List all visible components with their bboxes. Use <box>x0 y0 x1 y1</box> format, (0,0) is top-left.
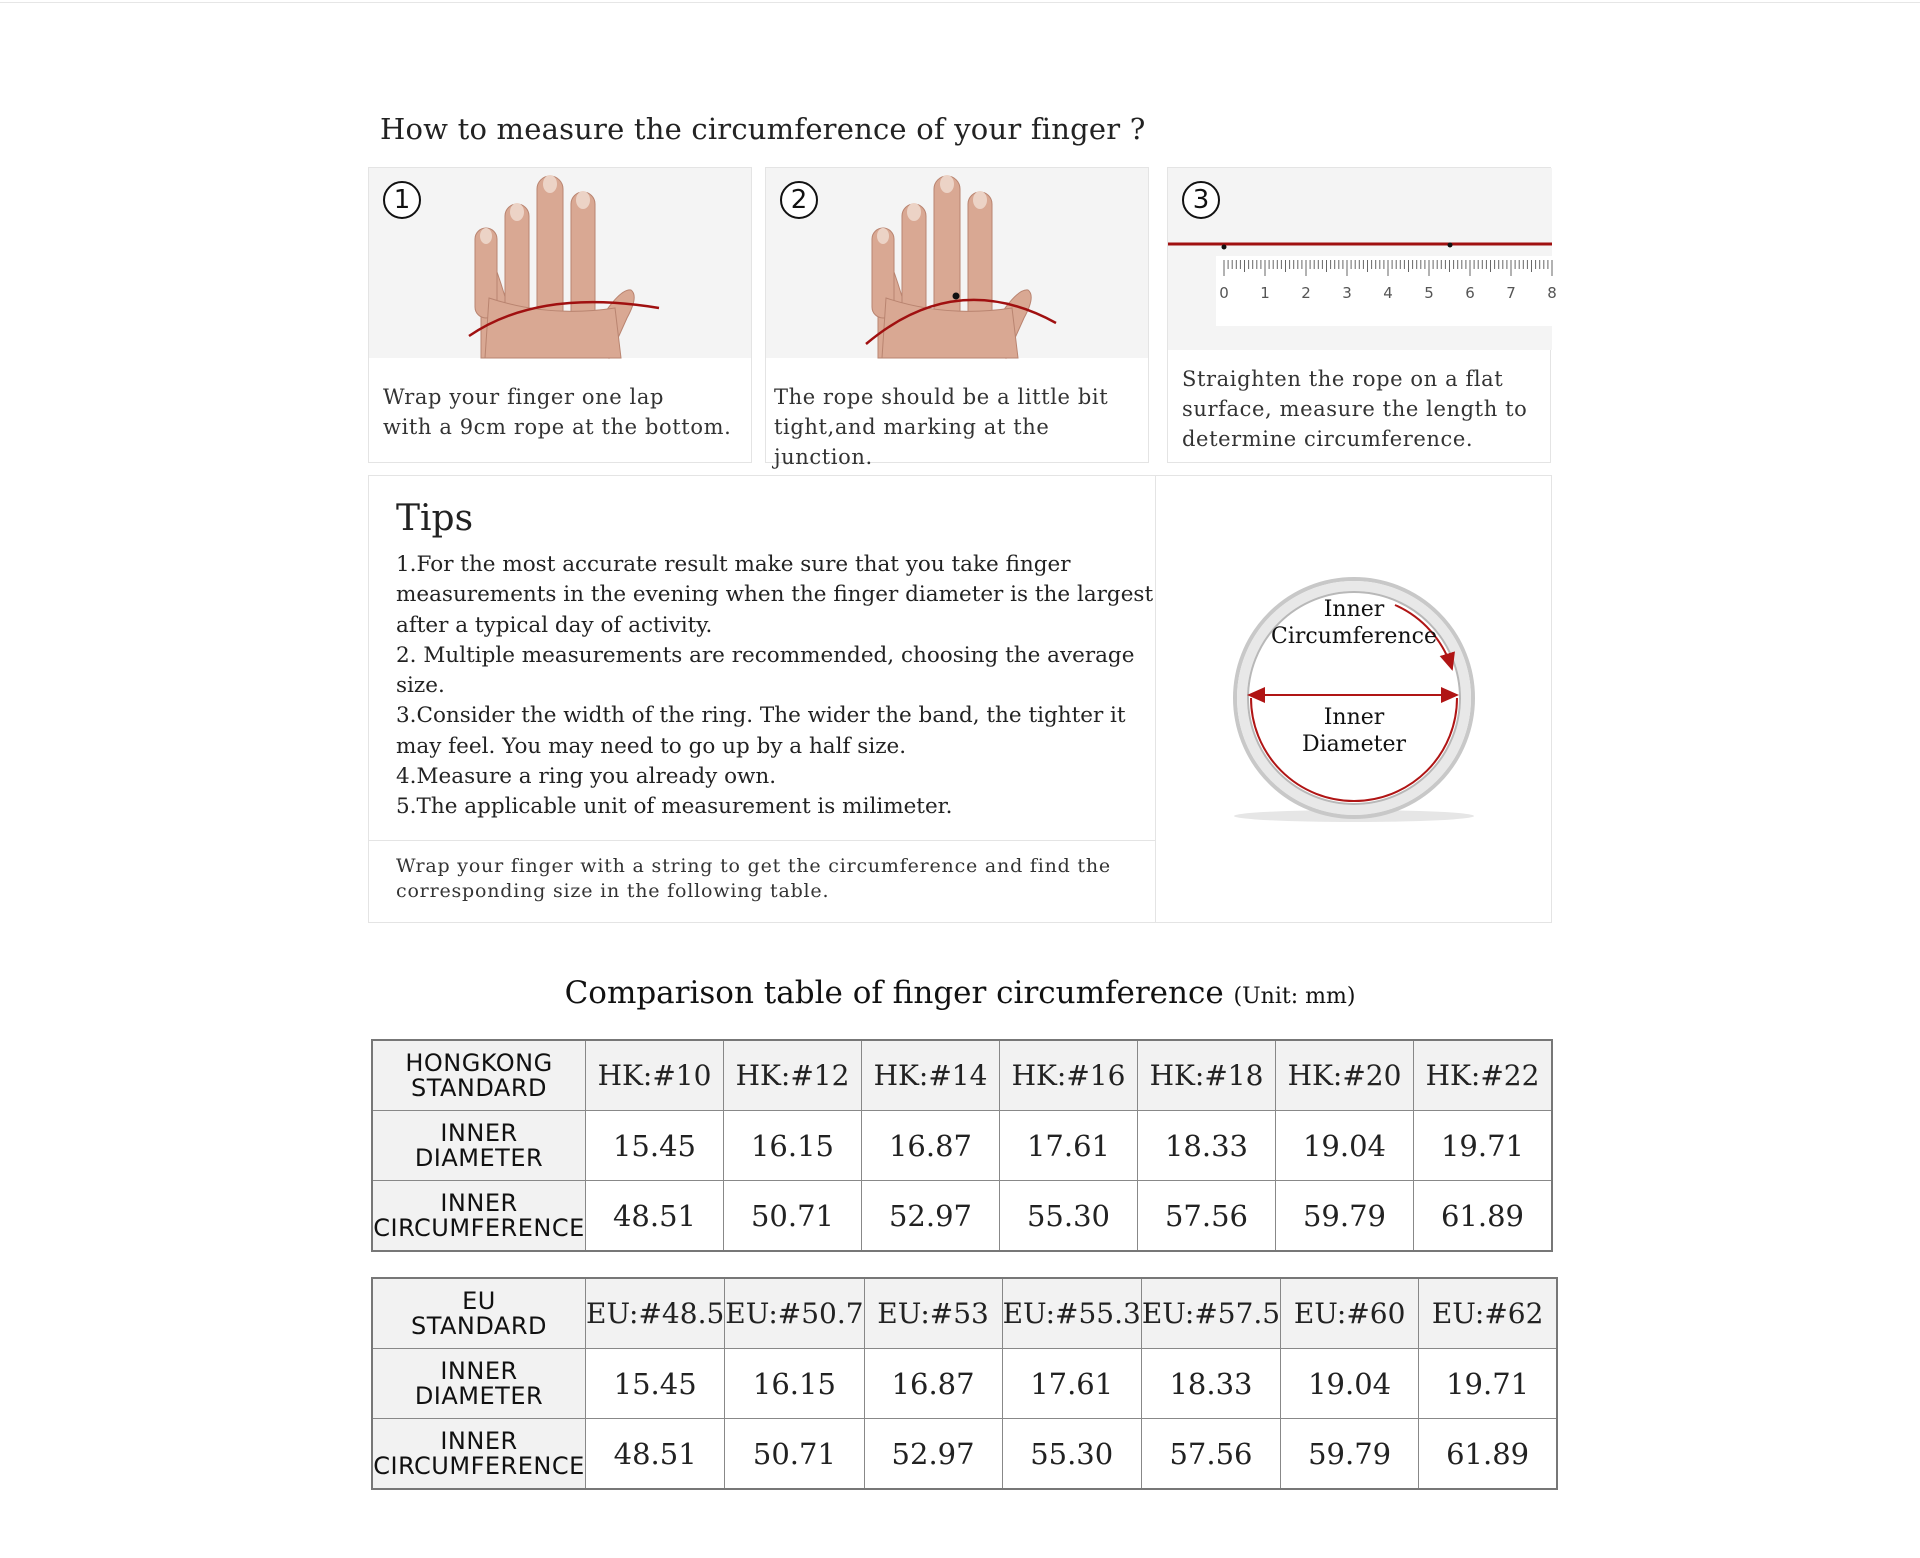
step-card-1 <box>368 167 752 463</box>
diameter-cell: 19.71 <box>1414 1111 1553 1181</box>
tip-line: size. <box>396 673 445 699</box>
diameter-cell: 17.61 <box>1000 1111 1138 1181</box>
top-divider <box>0 2 1920 3</box>
step-card-2 <box>765 167 1149 469</box>
circumference-cell: 61.89 <box>1414 1181 1553 1252</box>
diameter-cell: 18.33 <box>1138 1111 1276 1181</box>
hand-icon <box>766 168 1150 358</box>
step-text-1: Wrap your finger one lap with a 9cm rope at the bottom. <box>383 385 732 439</box>
circumference-cell: 55.30 <box>1002 1419 1141 1490</box>
step-number-2: 2 <box>780 181 818 219</box>
size-cell: HK:#20 <box>1276 1040 1414 1111</box>
tip-line: 2. Multiple measurements are recommended, choosing the average <box>396 642 1135 668</box>
table-row <box>372 1181 1552 1252</box>
inner-circumference-label: Inner Circumference <box>1271 597 1437 649</box>
tip-line: 1.For the most accurate result make sure that you take finger <box>396 552 1071 577</box>
circumference-cell: 59.79 <box>1276 1181 1414 1252</box>
table-row <box>372 1040 1552 1111</box>
step-number-1: 1 <box>383 181 421 219</box>
eu-size-table <box>371 1277 1558 1490</box>
circumference-cell: 50.71 <box>725 1419 864 1490</box>
ruler-label: 4 <box>1383 284 1393 302</box>
ruler-icon <box>1168 168 1557 350</box>
circumference-cell: 52.97 <box>862 1181 1000 1252</box>
tip-line: measurements in the evening when the finger diameter is the largest <box>396 582 1154 608</box>
size-cell: HK:#10 <box>586 1040 724 1111</box>
standard-header: EU STANDARD <box>372 1278 586 1349</box>
table-row <box>372 1349 1557 1419</box>
tips-divider <box>369 840 1155 841</box>
size-cell: EU:#53 <box>864 1278 1002 1349</box>
circumference-cell: 55.30 <box>1000 1181 1138 1252</box>
ring-icon <box>1155 476 1553 924</box>
table-title: Comparison table of finger circumference (Unit: mm) <box>564 975 1356 1011</box>
tips-panel <box>368 475 1552 923</box>
ruler-label: 1 <box>1260 284 1270 302</box>
size-cell: EU:#48.5 <box>586 1278 725 1349</box>
page-title: How to measure the circumference of your finger ? <box>380 112 1146 146</box>
step-card-3 <box>1167 167 1557 463</box>
ring-diagram <box>1155 476 1553 924</box>
ruler-label: 0 <box>1219 284 1229 302</box>
circumference-cell: 57.56 <box>1138 1181 1276 1252</box>
tip-line: may feel. You may need to go up by a half size. <box>396 733 907 759</box>
diameter-cell: 15.45 <box>586 1111 724 1181</box>
circumference-cell: 50.71 <box>724 1181 862 1252</box>
diameter-header: INNER DIAMETER <box>372 1349 586 1419</box>
diameter-cell: 19.71 <box>1419 1349 1558 1419</box>
diameter-cell: 16.15 <box>725 1349 864 1419</box>
ruler-label: 7 <box>1506 284 1516 302</box>
standard-header: HONGKONG STANDARD <box>372 1040 586 1111</box>
tip-line: 3.Consider the width of the ring. The wider the band, the tighter it <box>396 703 1126 729</box>
hand-wrap-illustration <box>369 168 751 358</box>
size-cell: EU:#57.5 <box>1141 1278 1280 1349</box>
tip-line: 5.The applicable unit of measurement is milimeter. <box>396 794 953 820</box>
size-cell: EU:#62 <box>1419 1278 1558 1349</box>
ruler-label: 3 <box>1342 284 1352 302</box>
diameter-cell: 16.87 <box>862 1111 1000 1181</box>
size-cell: HK:#14 <box>862 1040 1000 1111</box>
ruler-label: 5 <box>1424 284 1434 302</box>
tip-line: 4.Measure a ring you already own. <box>396 764 777 790</box>
circumference-cell: 57.56 <box>1141 1419 1280 1490</box>
diameter-cell: 18.33 <box>1141 1349 1280 1419</box>
ruler-label: 8 <box>1547 284 1557 302</box>
ruler-illustration <box>1168 168 1557 350</box>
ruler-label: 2 <box>1301 284 1311 302</box>
hand-mark-illustration <box>766 168 1148 358</box>
size-cell: HK:#18 <box>1138 1040 1276 1111</box>
circumference-cell: 48.51 <box>586 1419 725 1490</box>
circumference-cell: 59.79 <box>1281 1419 1419 1490</box>
circumference-cell: 52.97 <box>864 1419 1002 1490</box>
inner-diameter-label: Inner Diameter <box>1301 705 1407 757</box>
circumference-header: INNER CIRCUMFERENCE <box>372 1419 586 1490</box>
table-row <box>372 1111 1552 1181</box>
step-number-3: 3 <box>1182 181 1220 219</box>
size-cell: HK:#16 <box>1000 1040 1138 1111</box>
tips-list <box>396 550 1156 823</box>
ruler-label: 6 <box>1465 284 1475 302</box>
circumference-header: INNER CIRCUMFERENCE <box>372 1181 586 1252</box>
diameter-cell: 15.45 <box>586 1349 725 1419</box>
hk-size-table <box>371 1039 1553 1252</box>
tip-line: after a typical day of activity. <box>396 612 713 638</box>
step-text-3: Straighten the rope on a flat surface, measure the length to determine circumference. <box>1182 367 1528 451</box>
diameter-cell: 19.04 <box>1276 1111 1414 1181</box>
hand-icon <box>369 168 753 358</box>
step-text-2: The rope should be a little bit tight,and marking at the junction. <box>774 385 1109 469</box>
diameter-cell: 16.15 <box>724 1111 862 1181</box>
table-row <box>372 1278 1557 1349</box>
diameter-header: INNER DIAMETER <box>372 1111 586 1181</box>
diameter-cell: 16.87 <box>864 1349 1002 1419</box>
tips-title: Tips <box>396 498 474 539</box>
circumference-cell: 61.89 <box>1419 1419 1558 1490</box>
tips-note: Wrap your finger with a string to get the circumference and find the corresponding size in the following table. <box>396 855 1111 902</box>
table-row <box>372 1419 1557 1490</box>
diameter-cell: 17.61 <box>1002 1349 1141 1419</box>
diameter-cell: 19.04 <box>1281 1349 1419 1419</box>
size-cell: EU:#55.3 <box>1002 1278 1141 1349</box>
size-cell: HK:#22 <box>1414 1040 1553 1111</box>
size-cell: EU:#50.7 <box>725 1278 864 1349</box>
circumference-cell: 48.51 <box>586 1181 724 1252</box>
size-cell: EU:#60 <box>1281 1278 1419 1349</box>
size-cell: HK:#12 <box>724 1040 862 1111</box>
